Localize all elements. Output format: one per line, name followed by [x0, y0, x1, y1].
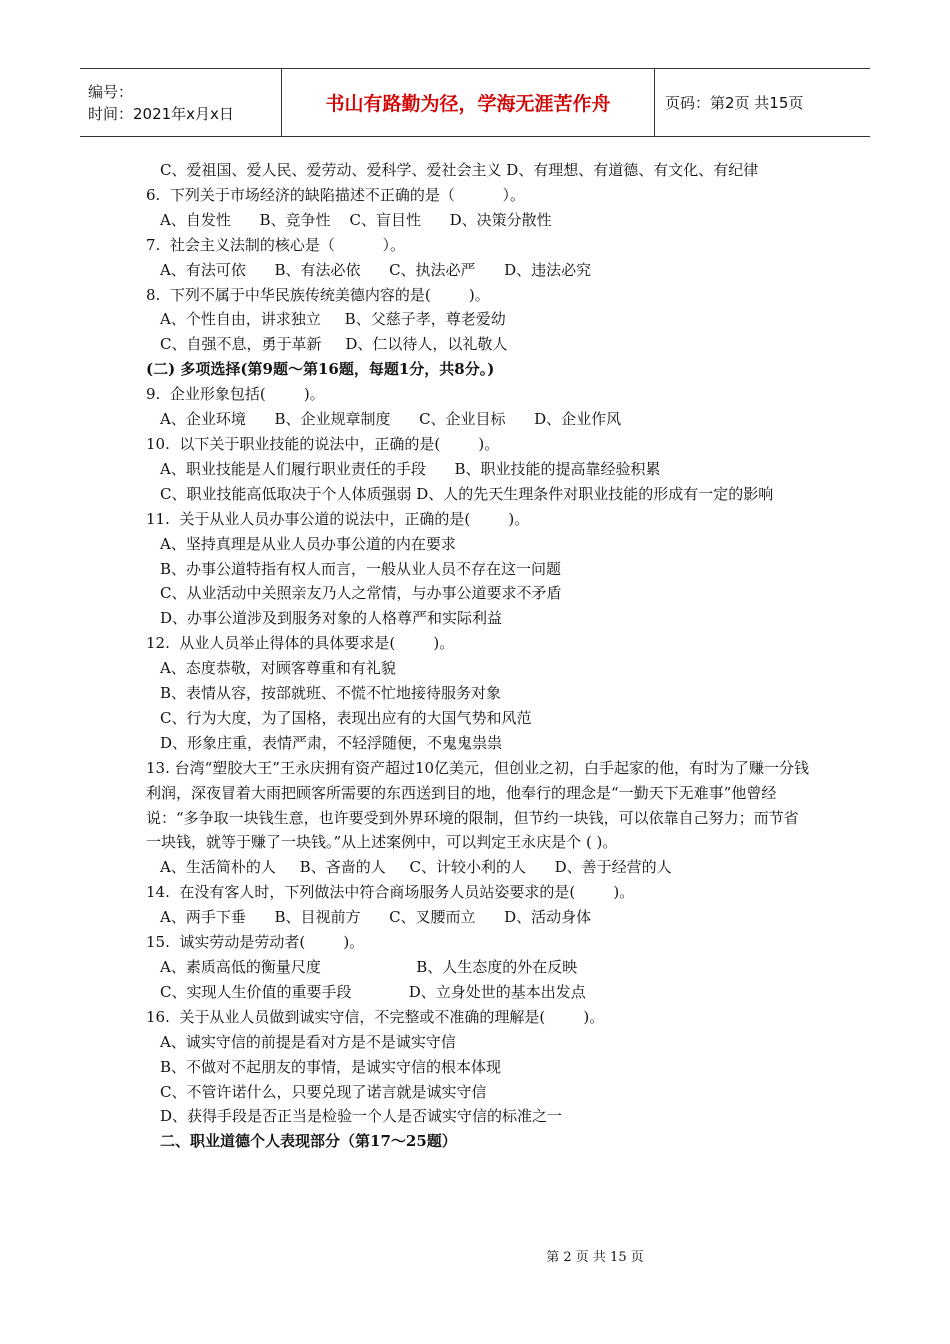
header-page-info	[655, 69, 870, 136]
text-line: 11. 关于从业人员办事公道的说法中，正确的是( )。	[146, 509, 530, 528]
text-line: C、不管许诺什么，只要兑现了诺言就是诚实守信	[160, 1082, 487, 1101]
text-line: 10. 以下关于职业技能的说法中，正确的是( )。	[146, 434, 500, 453]
header-meta	[80, 69, 282, 136]
text-line: A、坚持真理是从业人员办事公道的内在要求	[160, 534, 456, 553]
header-motto	[282, 69, 655, 136]
text-line: A、企业环境 B、企业规章制度 C、企业目标 D、企业作风	[160, 410, 622, 429]
text-line: A、两手下垂 B、目视前方 C、叉腰而立 D、活动身体	[160, 908, 592, 927]
section-heading: 二、职业道德个人表现部分（第17～25题）	[160, 1132, 457, 1151]
text-line: 16. 关于从业人员做到诚实守信，不完整或不准确的理解是( )。	[146, 1007, 605, 1026]
page-header	[80, 68, 870, 137]
text-line: 9. 企业形象包括( )。	[146, 385, 325, 404]
doc-date-label: 时间：2021年x月x日	[88, 104, 234, 123]
text-line: 6. 下列关于市场经济的缺陷描述不正确的是（ ）。	[146, 185, 526, 204]
text-line: D、办事公道涉及到服务对象的人格尊严和实际利益	[160, 609, 503, 628]
text-line: B、办事公道特指有权人而言，一般从业人员不存在这一问题	[160, 559, 562, 578]
text-line: A、生活简朴的人 B、吝啬的人 C、计较小利的人 D、善于经营的人	[160, 858, 672, 877]
document-body	[146, 158, 812, 1154]
footer-page-number: 第 2 页 共 15 页	[546, 1250, 644, 1265]
text-line: 8. 下列不属于中华民族传统美德内容的是( )。	[146, 285, 490, 304]
text-line: D、获得手段是否正当是检验一个人是否诚实守信的标准之一	[160, 1107, 563, 1126]
text-line: A、有法可依 B、有法必依 C、执法必严 D、违法必究	[160, 260, 592, 279]
text-line: C、实现人生价值的重要手段 D、立身处世的基本出发点	[160, 982, 586, 1001]
text-line: 12. 从业人员举止得体的具体要求是( )。	[146, 634, 455, 653]
motto-text: 书山有路勤为径，学海无涯苦作舟	[325, 93, 611, 115]
text-line: B、不做对不起朋友的事情，是诚实守信的根本体现	[160, 1057, 502, 1076]
section-heading: (二) 多项选择(第9题～第16题，每题1分，共8分。)	[146, 360, 495, 379]
text-line: 14. 在没有客人时，下列做法中符合商场服务人员站姿要求的是( )。	[146, 883, 635, 902]
text-line: A、职业技能是人们履行职业责任的手段 B、职业技能的提高靠经验积累	[160, 459, 661, 478]
text-line: A、个性自由，讲求独立 B、父慈子孝，尊老爱幼	[160, 310, 506, 329]
text-line: 13. 台湾“塑胶大王”王永庆拥有资产超过10亿美元，但创业之初，白手起家的他，有时为了赚一分钱利润，深夜冒着大雨把顾客所需要的东西送到目的地，他奉行的理念是“一勤天下无难事”他曾经说：“多争取一块钱生意，也许要受到外界环境的限制，但节约一块钱，可以依靠自己努力；而节省一块钱，就等于赚了一块钱。”从上述案例中，可以判定王永庆是个 ( )。	[146, 758, 810, 852]
doc-number-label: 编号：	[88, 82, 134, 101]
text-line: D、形象庄重，表情严肃，不轻浮随便，不鬼鬼祟祟	[160, 733, 503, 752]
text-line: B、表情从容，按部就班、不慌不忙地接待服务对象	[160, 684, 502, 703]
text-line: C、从业活动中关照亲友乃人之常情，与办事公道要求不矛盾	[160, 584, 562, 603]
text-line: 15. 诚实劳动是劳动者( )。	[146, 933, 365, 952]
text-line: 7. 社会主义法制的核心是（ ）。	[146, 235, 406, 254]
page-number-label: 页码：第2页 共15页	[665, 94, 804, 112]
text-line: A、素质高低的衡量尺度 B、人生态度的外在反映	[160, 958, 578, 976]
text-line: C、爱祖国、爱人民、爱劳动、爱科学、爱社会主义 D、有理想、有道德、有文化、有纪律	[160, 161, 759, 179]
text-line: C、职业技能高低取决于个人体质强弱 D、人的先天生理条件对职业技能的形成有一定的影响	[160, 484, 774, 503]
text-line: A、诚实守信的前提是看对方是不是诚实守信	[160, 1032, 456, 1051]
text-line: A、态度恭敬，对顾客尊重和有礼貌	[160, 659, 396, 678]
page-footer	[0, 1246, 950, 1265]
text-line: A、自发性 B、竞争性 C、盲目性 D、决策分散性	[160, 210, 552, 229]
text-line: C、自强不息，勇于革新 D、仁以待人，以礼敬人	[160, 335, 508, 354]
text-line: C、行为大度，为了国格，表现出应有的大国气势和风范	[160, 708, 532, 727]
